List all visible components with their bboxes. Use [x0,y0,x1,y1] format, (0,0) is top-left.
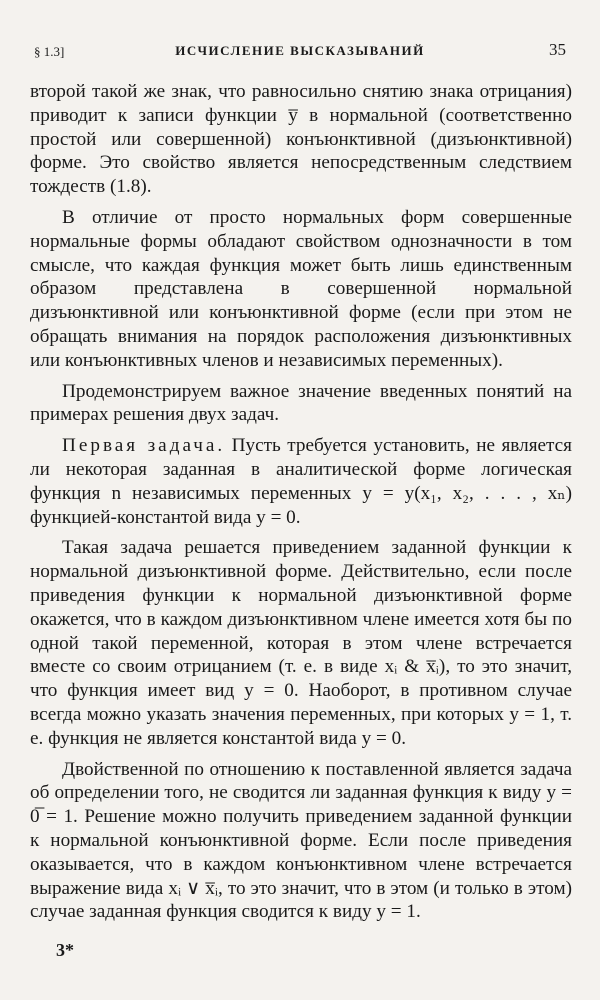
paragraph-4 [30,434,572,529]
section-reference: § 1.3] [34,44,65,59]
task-lead-in: Первая задача. [62,435,226,457]
chapter-title: ИСЧИСЛЕНИЕ ВЫСКАЗЫВАНИЙ [175,43,425,58]
page-body [30,80,572,931]
paragraph-4-text: Пусть требуется установить, не является ли некоторая заданная в аналитической форме логическая функция n независимых переменных y = y(x₁, x₂, . . . , xₙ) функцией-константой вида y = 0. [30,435,572,528]
paragraph-2: В отличие от просто нормальных форм совершенные нормальные формы обладают свойством однозначности в том смысле, что каждая функция может быть лишь единственным образом представлена в совершенной нормальной дизъюнктивной или конъюнктивной форме (если при этом не обращать внимания на порядок расположения дизъюнктивных или конъюнктивных членов и независимых переменных). [30,206,572,371]
page-number: 35 [549,40,566,59]
paragraph-1: второй такой же знак, что равносильно снятию знака отрицания) приводит к записи функции y̅ в нормальной (соответственно простой или совершенной) конъюнктивной (дизъюнктивной) форме. Это свойство является непосредственным следствием тождеств (1.8). [30,81,572,198]
paragraph-6: Двойственной по отношению к поставленной является задача об определении того, не сводится ли заданная функция к виду y = 0̅ = 1. Решение можно получить приведением заданной функции к нормальной конъюнктивной форме. Если после приведения оказывается, что в каждом конъюнктивном члене встречается выражение вида xᵢ ∨ x̅ᵢ, то это значит, что в этом (и только в этом) случае заданная функция сводится к виду y = 1. [30,758,572,923]
paragraph-3: Продемонстрируем важное значение введенных понятий на примерах решения двух задач. [30,380,572,426]
paragraph-5: Такая задача решается приведением заданной функции к нормальной дизъюнктивной форме. Действительно, если после приведения функции к нормальной дизъюнктивной форме окажется, что в каждом дизъюнктивном члене имеется хотя бы по одной такой переменной, которая в этом члене встречается вместе со своим отрицанием (т. е. в виде xᵢ & x̅ᵢ), то это значит, что функция имеет вид y = 0. Наоборот, в противном случае всегда можно указать значения переменных, при которых y = 1, т. е. функция не является константой вида y = 0. [30,537,572,749]
signature-mark: 3* [56,940,74,960]
running-header [30,40,570,64]
